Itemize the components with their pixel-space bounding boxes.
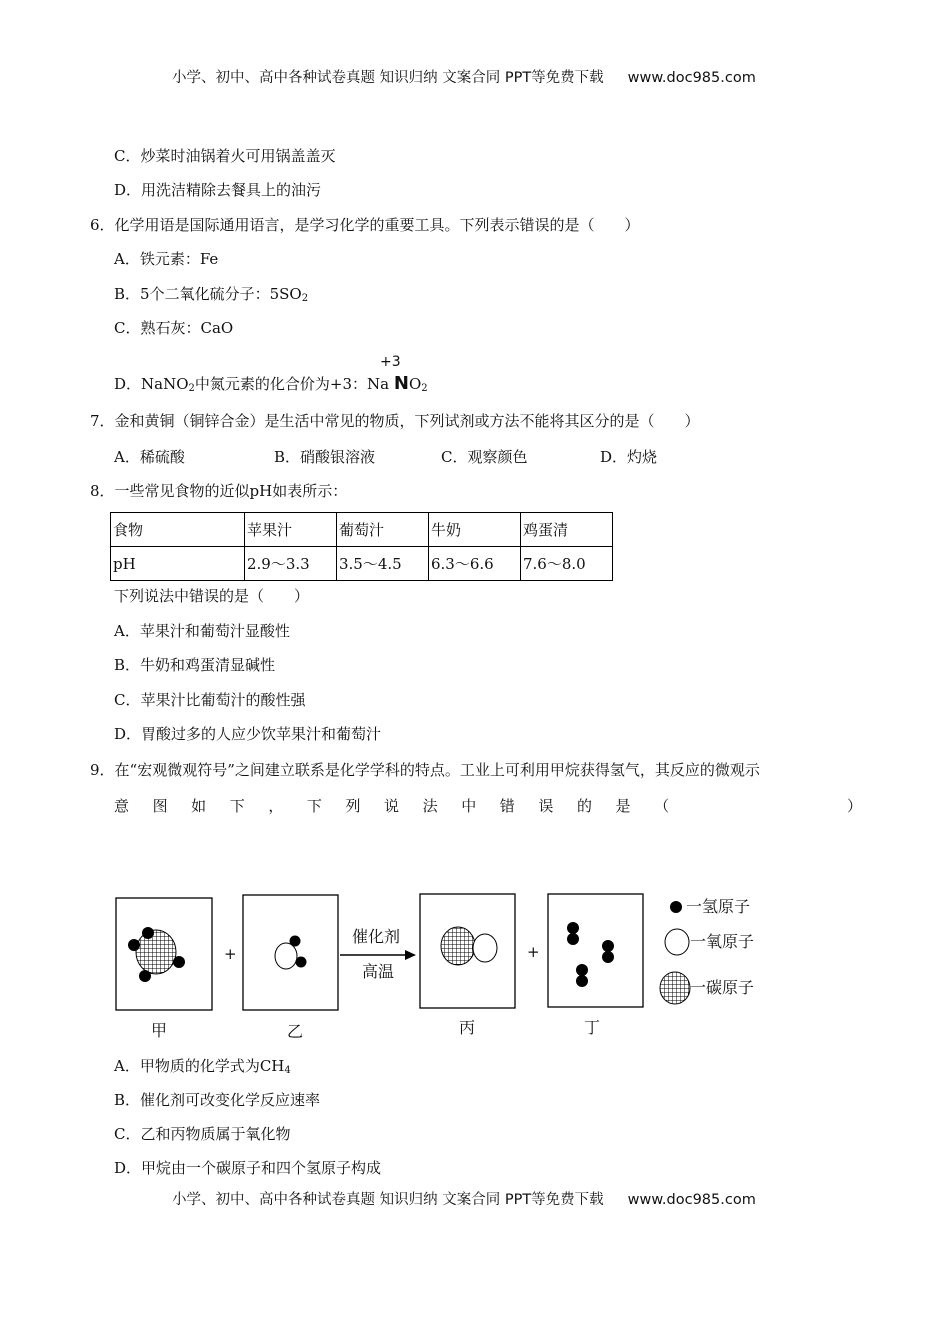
page-footer xyxy=(172,1190,756,1210)
footer-text: 小学、初中、高中各种试卷真题 知识归纳 文案合同 PPT等免费下载 xyxy=(172,1192,604,1208)
footer-url: www.doc985.com xyxy=(627,1192,756,1208)
q8-option-b: B．牛奶和鸡蛋清显碱性 xyxy=(114,656,276,674)
q9-option-c: C．乙和丙物质属于氧化物 xyxy=(114,1125,291,1143)
header-url: www.doc985.com xyxy=(627,70,756,86)
arrow-head xyxy=(405,950,416,960)
table-cell: 牛奶 xyxy=(429,513,521,547)
q7-option-d: D．灼烧 xyxy=(600,448,658,466)
table-cell: 7.6～8.0 xyxy=(521,547,613,581)
co-molecule xyxy=(441,927,497,965)
table-cell: 葡萄汁 xyxy=(337,513,429,547)
condition-label: 高温 xyxy=(362,962,395,981)
q7-stem: 7．金和黄铜（铜锌合金）是生活中常见的物质，下列试剂或方法不能将其区分的是（ ） xyxy=(90,412,700,430)
q9-stem-line2: 意图如下，下列说法中错误的是（ ） xyxy=(114,797,862,815)
methane-molecule xyxy=(128,927,185,982)
q9-option-d: D．甲烷由一个碳原子和四个氢原子构成 xyxy=(114,1159,382,1177)
q5-option-c: C．炒菜时油锅着火可用锅盖盖灭 xyxy=(114,147,336,165)
table-cell: 鸡蛋清 xyxy=(521,513,613,547)
q6-option-c: C．熟石灰：CaO xyxy=(114,319,234,337)
catalyst-label: 催化剂 xyxy=(352,927,401,946)
valence-mark: +3 xyxy=(380,354,401,370)
legend-carbon-icon xyxy=(660,972,690,1004)
legend-hydrogen: 一氢原子 xyxy=(686,897,751,916)
table-cell: 3.5～4.5 xyxy=(337,547,429,581)
legend-oxygen-icon xyxy=(665,929,689,955)
water-molecule xyxy=(275,936,307,970)
q6-option-a: A．铁元素：Fe xyxy=(114,250,219,268)
plus-sign: + xyxy=(527,943,540,961)
table-cell: 食物 xyxy=(111,513,245,547)
q7-option-b: B．硝酸银溶液 xyxy=(274,448,376,466)
q8-option-a: A．苹果汁和葡萄汁显酸性 xyxy=(114,622,290,640)
table-cell: 苹果汁 xyxy=(245,513,337,547)
q6-option-d: D．NaNO$_2$中氮元素的化合价为+3：Na $NO_2$ xyxy=(114,373,428,394)
q7-option-c: C．观察颜色 xyxy=(441,448,528,466)
label-yi: 乙 xyxy=(287,1022,304,1041)
legend-oxygen: 一氧原子 xyxy=(690,932,755,951)
label-ding: 丁 xyxy=(584,1018,601,1037)
q8-option-d: D．胃酸过多的人应少饮苹果汁和葡萄汁 xyxy=(114,725,382,743)
q8-sub-stem: 下列说法中错误的是（ ） xyxy=(114,587,310,605)
table-cell: 6.3～6.6 xyxy=(429,547,521,581)
q8-stem: 8．一些常见食物的近似pH如表所示： xyxy=(90,482,348,500)
header-text: 小学、初中、高中各种试卷真题 知识归纳 文案合同 PPT等免费下载 xyxy=(172,70,604,86)
q9-option-a: A．甲物质的化学式为$CH_4$ xyxy=(114,1057,291,1076)
label-jia: 甲 xyxy=(151,1021,168,1040)
legend-hydrogen-icon xyxy=(670,901,682,913)
plus-sign: + xyxy=(224,945,237,963)
label-bing: 丙 xyxy=(459,1018,476,1037)
table-cell: 2.9～3.3 xyxy=(245,547,337,581)
q9-stem-line1: 9．在“宏观微观符号”之间建立联系是化学学科的特点。工业上可利用甲烷获得氢气，其反应的微观示 xyxy=(90,761,760,779)
legend-carbon: 一碳原子 xyxy=(690,978,755,997)
hydrogen-molecules xyxy=(567,922,614,987)
box-ding xyxy=(548,894,643,1007)
q8-option-c: C．苹果汁比葡萄汁的酸性强 xyxy=(114,691,306,709)
q9-option-b: B．催化剂可改变化学反应速率 xyxy=(114,1091,321,1109)
q5-option-d: D．用洗洁精除去餐具上的油污 xyxy=(114,181,322,199)
table-cell: pH xyxy=(111,547,245,581)
q6-option-b: B．5个二氧化硫分子：$5SO_2$ xyxy=(114,285,309,304)
q6-stem: 6．化学用语是国际通用语言，是学习化学的重要工具。下列表示错误的是（ ） xyxy=(90,216,640,234)
q7-option-a: A．稀硫酸 xyxy=(114,448,185,466)
